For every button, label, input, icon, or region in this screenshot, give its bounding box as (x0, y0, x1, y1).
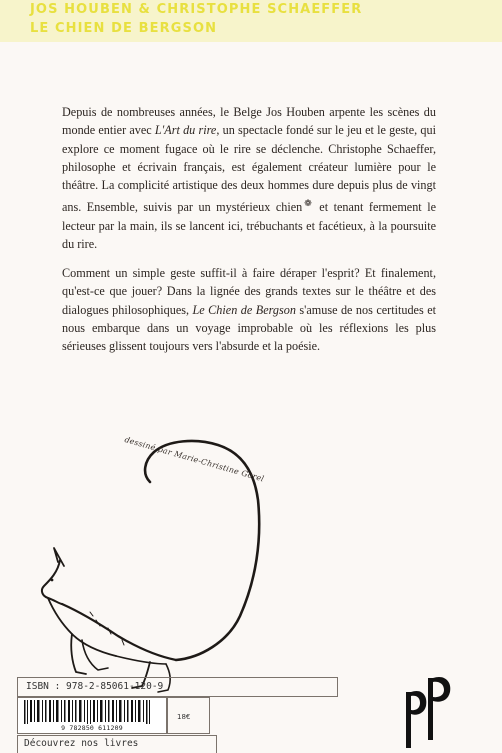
blurb-p2-italic-title: Le Chien de Bergson (192, 302, 296, 317)
isbn-label: ISBN : 978-2-85061-120-9 (17, 677, 338, 697)
dog-belly (116, 656, 166, 664)
authors-line: JOS HOUBEN & CHRISTOPHE SCHAEFFER (30, 2, 363, 17)
dog-back (62, 604, 176, 660)
dog-eye (51, 579, 54, 582)
blurb-p2-part-b: s'amuse de nos certitudes et nous embarque dans un voyage improbable où les réflexions les plus sérieuses glissent toujours vers l'absurde et la poésie. (62, 302, 436, 354)
dog-head (42, 560, 62, 604)
barcode-number: 9 782850 611209 (18, 724, 166, 732)
blurb-p1-italic-title: L'Art du rire (154, 123, 217, 138)
dog-paw-icon: ❁ (304, 198, 312, 209)
blurb-p1-part-a: Depuis de nombreuses années, le Belge Jos Houben arpente les scènes du monde entier avec (62, 105, 436, 138)
publisher-logo-icon (398, 674, 458, 753)
price-label: 18€ (167, 697, 210, 734)
discover-books-link[interactable]: Découvrez nos livres (17, 735, 217, 753)
blurb-p1-part-b: , un spectacle fondé sur le jeu et le geste, qui explore ce moment fugace où le rire se déclenche. Christophe Schaeffer, philosophe et écrivain français, est également créateur lumière pour le théâtre. La complicité artistique des deux hommes dure depuis plus de vingt ans. Ensemble, suivis par un mystérieux chien (62, 123, 436, 215)
barcode (17, 697, 167, 734)
illustration-credit: dessiné par Marie-Christine Gorel (123, 435, 266, 484)
blurb-p1-part-c: et tenant fermement le lecteur par la main, ils se lancent ici, trébuchants et facétieux, à la poursuite du rire. (62, 200, 436, 252)
book-title: LE CHIEN DE BERGSON (30, 21, 218, 36)
blurb-p2-part-a: Comment un simple geste suffit-il à faire déraper l'esprit? Et finalement, qu'est-ce que jouer? Dans la lignée des grands textes sur le théâtre et des dialogues philosophiques, (62, 266, 436, 317)
